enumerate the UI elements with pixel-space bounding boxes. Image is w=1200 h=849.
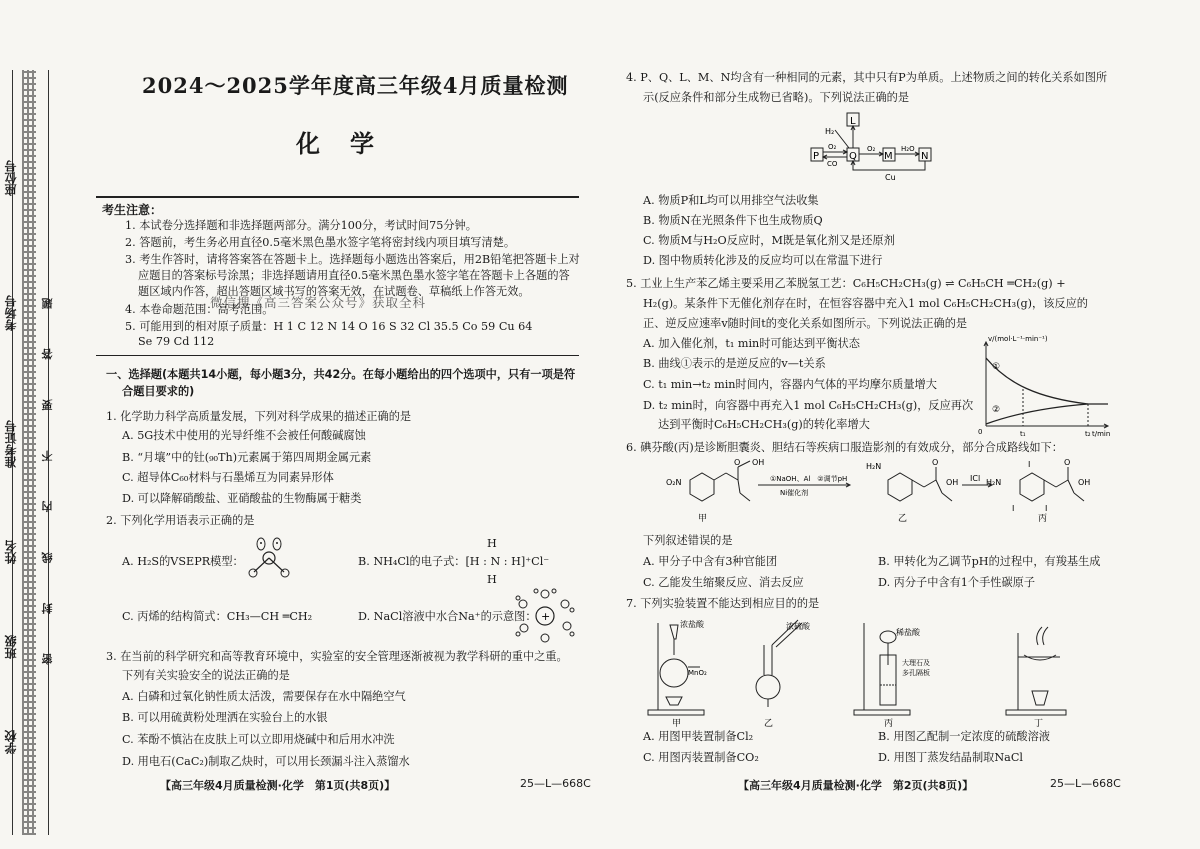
q3-stem-2: 下列有关实验安全的说法正确的是 <box>122 669 290 682</box>
q6-o2n-label: O₂N <box>666 478 682 487</box>
q5-stem-2: H₂(g)。某条件下无催化剂存在时，在恒容容器中充入1 mol C₆H₅CH₂CH₃(g)，该反应的 <box>643 297 1088 310</box>
q3-option-c: C. 苯酚不慎沾在皮肤上可以立即用烧碱中和后用水冲洗 <box>122 733 395 746</box>
notice-rule <box>96 355 579 356</box>
q5-curve-2-label: ② <box>992 405 1001 415</box>
q5-option-c: C. t₁ min→t₂ min时间内，容器内气体的平均摩尔质量增大 <box>643 378 937 391</box>
q7-option-a: A. 用图甲装置制备Cl₂ <box>643 730 754 743</box>
q7-label-ding: 丁 <box>1034 719 1044 727</box>
q4-node-l: L <box>850 116 856 127</box>
binding-strip <box>0 70 60 840</box>
notice-item-3c: 题区域内作答，超出答题区域书写的答案无效，在试题卷、草稿纸上作答无效。 <box>138 285 530 298</box>
q6-option-d: D. 丙分子中含有1个手性碳原子 <box>878 576 1036 589</box>
q4-node-p: P <box>813 151 820 162</box>
footer-left-code: 25—L—668C <box>520 777 591 790</box>
q2-stem: 2. 下列化学用语表示正确的是 <box>106 514 255 527</box>
q6-option-a: A. 甲分子中含有3种官能团 <box>643 555 778 568</box>
q7-hcl-label: 浓盐酸 <box>680 620 704 629</box>
q5-graph-ylabel: v/(mol·L⁻¹·min⁻¹) <box>988 335 1048 343</box>
seal-warning: 密 封 线 内 不 要 答 题 <box>41 280 54 665</box>
notice-item-3: 3. 考生作答时，请将答案答在答题卡上。选择题每小题选出答案后，用2B铅笔把答题卡上对 <box>125 253 580 266</box>
q6-option-c: C. 乙能发生缩聚反应、消去反应 <box>643 576 804 589</box>
q6-iodine-left: I <box>1012 504 1015 513</box>
q5-option-d-2: 达到平衡时C₆H₅CH₂CH₃(g)的转化率增大 <box>658 418 870 431</box>
subject-title: 化学 <box>296 129 404 158</box>
q7-label-yi: 乙 <box>764 719 774 727</box>
q3-option-d: D. 用电石(CaC₂)制取乙炔时，可以用长颈漏斗注入蒸馏水 <box>122 755 410 768</box>
q3-stem-1: 3. 在当前的科学研究和高等教育环境中，实验室的安全管理逐渐被视为教学科研的重中之重。 <box>106 650 568 663</box>
footer-left: 【高三年级4月质量检测·化学 第1页(共8页)】 <box>160 779 396 792</box>
section-1-heading: 一、选择题(本题共14小题，每小题3分，共42分。在每小题给出的四个选项中，只有一项是符 <box>106 368 576 381</box>
binding-pattern <box>22 70 36 835</box>
notice-item-1: 1. 本试卷分选择题和非选择题两部分。满分100分，考试时间75分钟。 <box>125 219 477 232</box>
q4-conversion-diagram <box>805 108 945 186</box>
vsepr-model-icon <box>244 536 294 580</box>
q3-option-b: B. 可以用硫黄粉处理洒在实验台上的水银 <box>122 711 328 724</box>
q6-label-bing: 丙 <box>1038 514 1048 524</box>
q1-option-b: B. “月壤”中的钍(₉₀Th)元素属于第四周期金属元素 <box>122 451 372 464</box>
q6-o-label-3: O <box>1064 458 1071 467</box>
q7-stem: 7. 下列实验装置不能达到相应目的的是 <box>626 597 820 610</box>
q7-marble-label: 大理石及 <box>902 659 930 667</box>
notice-item-2: 2. 答题前，考生务必用直径0.5毫米黑色墨水签字笔将密封线内项目填写清楚。 <box>125 236 516 249</box>
q7-option-d: D. 用图丁蒸发结晶制取NaCl <box>878 751 1023 764</box>
q6-oh-label-2: OH <box>946 478 959 487</box>
section-1-heading-2: 合题目要求的) <box>122 385 195 398</box>
q5-t2-label: t₂ <box>1085 430 1091 438</box>
q7-plate-label: 多孔隔板 <box>902 669 930 677</box>
q4-h2o-label: H₂O <box>901 145 915 153</box>
header-rule <box>96 196 579 198</box>
q7-option-b: B. 用图乙配制一定浓度的硫酸溶液 <box>878 730 1050 743</box>
notice-item-5: 5. 可能用到的相对原子质量：H 1 C 12 N 14 O 16 S 32 Cl 35.5 Co 59 Cu 64 <box>125 320 533 333</box>
q4-option-c: C. 物质M与H₂O反应时，M既是氧化剂又是还原剂 <box>643 234 895 247</box>
ticket-no-label: 准考证号 <box>4 420 18 468</box>
q2-option-c: C. 丙烯的结构简式：CH₃—CH ═CH₂ <box>122 610 313 623</box>
q3-option-a: A. 白磷和过氧化钠性质太活泼，需要保存在水中隔绝空气 <box>122 690 406 703</box>
q4-option-a: A. 物质P和L均可以用排空气法收集 <box>643 194 819 207</box>
footer-right-code: 25—L—668C <box>1050 777 1121 790</box>
q6-synthesis-route <box>640 455 1120 525</box>
q6-o-label: O <box>734 458 741 467</box>
q4-cu-label: Cu <box>885 173 896 182</box>
q6-iodine-top: I <box>1028 460 1031 469</box>
q4-node-q: Q <box>849 151 857 162</box>
q5-stem-3: 正、逆反应速率v随时间t的变化关系如图所示。下列说法正确的是 <box>643 317 968 330</box>
q6-reagent-1b: Ni催化剂 <box>780 489 809 497</box>
q4-stem-1: 4. P、Q、L、M、N均含有一种相同的元素，其中只有P为单质。上述物质之间的转化关系如图所 <box>626 71 1108 84</box>
q6-oh-label-3: OH <box>1078 478 1091 487</box>
q4-stem-2: 示(反应条件和部分生成物已省略)。下列说法正确的是 <box>643 91 910 104</box>
q5-option-a: A. 加入催化剂，t₁ min时可能达到平衡状态 <box>643 337 860 350</box>
q6-option-b: B. 甲转化为乙调节pH的过程中，有羧基生成 <box>878 555 1101 568</box>
exam-room-label: 考场号 <box>4 295 18 331</box>
q4-option-d: D. 图中物质转化涉及的反应均可以在常温下进行 <box>643 254 883 267</box>
notice-item-4: 4. 本卷命题范围：高考范围。 <box>125 303 274 316</box>
q2-electron-h-bottom: H <box>487 573 497 586</box>
footer-right: 【高三年级4月质量检测·化学 第2页(共8页)】 <box>738 779 974 792</box>
q1-option-c: C. 超导体C₆₀材料与石墨烯互为同素异形体 <box>122 471 334 484</box>
q6-stem: 6. 碘芬酸(丙)是诊断胆囊炎、胆结石等疾病口服造影剂的有效成分，部分合成路线如下： <box>626 441 1063 454</box>
q4-o2-label: O₂ <box>828 143 837 151</box>
q4-option-b: B. 物质N在光照条件下也生成物质Q <box>643 214 823 227</box>
q6-label-jia: 甲 <box>698 514 708 524</box>
q5-option-d: D. t₂ min时，向容器中再充入1 mol C₆H₅CH₂CH₃(g)，反应再次 <box>643 399 974 412</box>
q4-node-n: N <box>921 151 929 162</box>
q6-reagent-1: ①NaOH、Al ②调节pH <box>770 475 848 483</box>
exam-title: 2024～2025学年度高三年级4月质量检测 <box>142 73 569 98</box>
class-label: 班级 <box>4 635 18 659</box>
q7-h2so4-label: 浓硫酸 <box>786 622 810 631</box>
q7-option-c: C. 用图丙装置制备CO₂ <box>643 751 759 764</box>
svg-text:+: + <box>541 610 551 623</box>
notice-item-3b: 应题目的答案标号涂黑；非选择题请用直径0.5毫米黑色墨水签字笔在答题卡上各题的答 <box>138 269 570 282</box>
q7-label-bing: 丙 <box>884 719 894 727</box>
hydrated-sodium-ion-icon <box>515 588 575 644</box>
q7-dilute-hcl-label: 稀盐酸 <box>896 628 920 637</box>
q5-stem-1: 5. 工业上生产苯乙烯主要采用乙苯脱氢工艺：C₆H₅CH₂CH₃(g) ⇌ C₆H₅CH ═CH₂(g) + <box>626 277 1066 290</box>
notice-item-5b: Se 79 Cd 112 <box>138 335 215 348</box>
q1-option-d: D. 可以降解硝酸盐、亚硝酸盐的生物酶属于糖类 <box>122 492 362 505</box>
q7-mno2-label: MnO₂ <box>688 669 707 677</box>
q6-h2n-label-2: H₂N <box>986 478 1002 487</box>
q1-stem: 1. 化学助力科学高质量发展，下列对科学成果的描述正确的是 <box>106 410 412 423</box>
watermark: 微信搜《高三答案公众号》获取全科 <box>210 295 427 310</box>
q2-option-d: D. NaCl溶液中水合Na⁺的示意图： <box>358 610 537 623</box>
q5-origin-label: 0 <box>978 428 983 436</box>
q5-rate-graph <box>968 334 1118 439</box>
name-label: 姓名 <box>4 540 18 564</box>
q2-electron-h-top: H <box>487 537 497 550</box>
q2-option-a: A. H₂S的VSEPR模型： <box>122 555 244 568</box>
q5-t1-label: t₁ <box>1020 430 1026 438</box>
q7-label-jia: 甲 <box>672 719 682 727</box>
q1-option-a: A. 5G技术中使用的光导纤维不会被任何酸碱腐蚀 <box>122 429 366 442</box>
q4-co-label: CO <box>827 160 838 168</box>
q6-intro: 下列叙述错误的是 <box>643 534 733 547</box>
q6-h2n-label: H₂N <box>866 462 882 471</box>
q4-node-m: M <box>884 151 893 162</box>
q4-h2-label: H₂ <box>825 127 835 136</box>
q4-o2b-label: O₂ <box>867 145 876 153</box>
q7-apparatus-figures <box>640 615 1110 727</box>
q6-reagent-2: ICl <box>970 474 981 483</box>
q6-iodine-right: I <box>1045 504 1048 513</box>
q6-o-label-2: O <box>932 458 939 467</box>
q5-curve-1-label: ① <box>992 362 1001 372</box>
seat-no-label: 座位号 <box>4 160 18 196</box>
notice-heading: 考生注意： <box>102 203 163 217</box>
q6-label-yi: 乙 <box>898 514 908 524</box>
q5-graph-xlabel: t/min <box>1092 430 1111 438</box>
q5-option-b: B. 曲线①表示的是逆反应的v—t关系 <box>643 357 826 370</box>
school-label: 学校 <box>4 730 18 754</box>
q6-oh-label: OH <box>752 458 765 467</box>
q2-option-b: B. NH₄Cl的电子式：[H : N : H]⁺Cl⁻ <box>358 555 550 568</box>
